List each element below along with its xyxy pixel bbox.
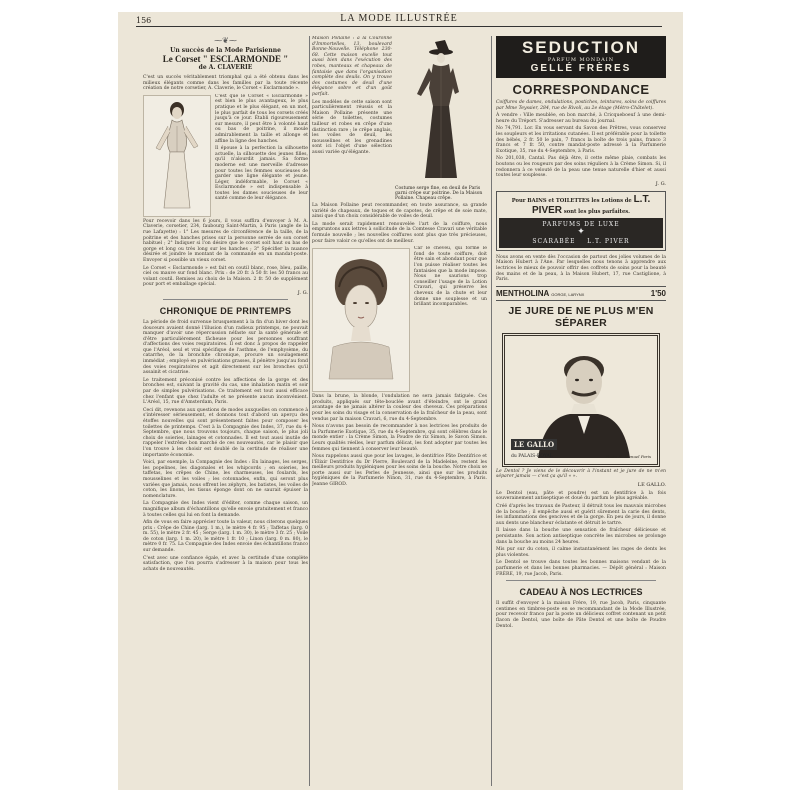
seduction-brand: GELLÉ FRÈRES [530,63,632,74]
chronique-paragraph: Afin de vous en faire apprécier toute la valeur, nous citerons quelques prix : Crêpe de Chine (larg. 1 m.), le mètre 4 fr. 95 ; Taffetas (larg. 0 m. 55), le mètre 2 fr. 45 ; Serge (larg. 1 m. 30), le mètre 3 fr. 25 ; Voile de coton (larg. 1 m. 20), le mètre 1 fr. 10 ; Linon (larg. 0 m. 80), le mètre 0 fr. 75. La Compagnie des Indes envoie des échantillons franco sur demande. [143,520,308,554]
legallo-portrait [502,333,660,467]
legallo-name: LE GALLO [511,439,557,450]
piver-scarabee: SCARABÉE [532,237,576,245]
mourning-dress-image [395,36,487,184]
maison-paragraph: Les modèles de cette saison sont particulièrement réussis et la Maison Pollaine présente une série de toilettes, costumes tailleur et robes en crêpe d'une distinction rare ; le crêpe anglais, les voiles de deuil, les mousselines et les grenadines sont ici l'objet d'une sélection aussi variée qu'élégante. [312,99,392,155]
mourning-figure [395,36,487,203]
corset-illustration [143,95,211,217]
legallo-quote-signature: LE GALLO. [637,481,666,488]
corset-title: Le Corset " ESCLARMONDE " [162,54,289,64]
dentol-paragraph: Le Dentol (eau, pâte et poudre) est un dentifrice à la fois souverainement antiseptique et doué du parfum le plus agréable. [496,490,666,502]
cadeau-title: CADEAU À NOS LECTRICES [519,587,643,598]
piver-banner-brand: L.T. PIVER [587,237,630,245]
corset-paragraph: C'est un succès véritablement triomphal qui a été obtenu dans les milieux élégants comme dans les familles par la toute récente création de notre corsetier, A. Claverie, le Corset « Esclarmonde ». [143,75,308,92]
seduction-ad [496,36,666,78]
corset-paragraph: Le Corset « Esclarmonde » est fait en coutil blanc, rose, bleu, paille, ciel ou mauve sur fond blanc. Prix : de 20 fr. à 50 fr. les 50 francs au volant coutil. Remises au choix de la Maison. 2 fr. 50 de supplément pour port et emballage spécial. [143,265,308,288]
chronique-paragraph: La Compagnie des Indes vient d'éditer, comme chaque saison, un magnifique album d'échantillons qu'elle envoie gratuitement et franco à toutes celles qui lui en font la demande. [143,501,308,518]
correspondance-title: CORRESPONDANCE [512,82,650,97]
corset-signature: J. G. [297,289,308,296]
coiffure-portrait-image [313,249,409,391]
legallo-photo-credit: Photo H. Manuel Paris [605,453,651,459]
ornament-icon: ⁓❦⁓ [214,36,237,45]
piver-banner-bottom [499,238,663,245]
maison-paragraph: Nous rappelons aussi que pour les lavages, le dentifrice Pâte Dentifrice et l'Élixir Dentifrice du Dr Pierre, Boulevard de la Madeleine, restent les meilleurs produits hygiéniques pour les soins de la bouche. Notre choix se porte aussi sur les Perles de Jeunesse, ainsi que sur les produits hygiéniques de la Parfumerie Ninon, 31, rue du 4-Septembre, à Paris. Jeanne GIROD. [312,454,487,488]
coiffure-illustration [312,248,410,392]
piver-tail-text: sont les plus parfaites. [563,208,630,215]
mentholina-ad [496,286,666,301]
maison-paragraph: Maison Pollaine : à la Couronne d'Immortelles, 13, boulevard Bonne-Nouvelle. Téléphone 230-68. Cette maison excelle tout aussi bien dans l'exécution des robes, manteaux et chapeaux de fantaisie que dans l'organisation complète des deuils. On y trouve des costumes de deuil d'une élégance sobre et d'un goût parfait. [312,36,392,97]
chronique-paragraph: Voici, par exemple, la Compagnie des Indes : En lainages, les serges, les popelines, les diagonales et les whipcords ; en soieries, les taffetas, les crêpes de Chine, les charmeuses, les foulards, les mousselines et les voiles ; les cotonnades, enfin, qui seront plus variées que jamais, nous offrent les zéphyrs, les batistes, les voiles de coton, les linons, les tissus éponge dont on ne saurait épuiser la nomenclature. [143,460,308,499]
correspondance-signature: J. G. [655,180,666,187]
page-number: 156 [136,16,152,25]
piver-headline [499,194,663,216]
maison-paragraph: La mode serait rapidement renouvelée l'art de la coiffure, nous empruntons aux lettres à sollicitude de la Comtesse Cravari une véritable formule nouvelle ; les nouvelles coiffures sont plus que très précieuses, pour faire valoir ce qu'elles ont de meilleur. [312,221,487,244]
corset-paragraph: Pour recevoir dans les 6 jours, il vous suffira d'envoyer à M. A. Claverie, corsetier, 234, faubourg Saint-Martin, à Paris (angle de la rue Lafayette) : 1° Les mesures de circonférence de la taille, de la poitrine et des hanches prises sur la personne serrée de son corset habituel ; 2° Indiquer si l'on désire que le corset soit haut ou bas de gorge et long ou très long sur les hanches ; 3° Spécifier la nuance désirée et joindre le montant de la commande en un mandat-poste. Envoyer si possible un vieux corset. [143,218,308,263]
dentol-paragraph: Il laisse dans la bouche une sensation de fraîcheur délicieuse et persistante. Son action antiseptique concrète les microbes se prolonge dans la bouche au moins 24 heures. [496,528,666,545]
column-middle [312,36,487,791]
chronique-title: CHRONIQUE DE PRINTEMPS [159,305,292,316]
maison-paragraph: Nous n'avons pas besoin de recommander à nos lectrices les produits de la Parfumerie Exotique, 35, rue du 4-Septembre, qui sont célèbres dans le monde entier : la Crème Simon, la Poudre de riz Simon, le Savon Simon. Leurs qualités réelles, leur parfum délicat, les font adopter par toutes les femmes qui tiennent à conserver leur beauté. [312,424,487,452]
correspondance-paragraph: À vendre : Ville meublée, en bon marché, à Cricqueboeuf à une demi-heure du Tréport. S'adresser au bureau du journal. [496,113,666,124]
legallo-subtitle: du PALAIS-ROYAL [511,453,553,459]
dentol-paragraph: Créé d'après les travaux de Pasteur, il détruit tous les mauvais microbes de la bouche ; il empêche aussi et guérit sûrement la carie des dents, les inflammations des gencives et de la gorge. En peu de jours, il donne aux dents une blancheur éclatante et détruit le tartre. [496,504,666,526]
mentholina-price: 1'50 [650,288,666,298]
correspondance-paragraph: No 74,791. Lor. En vous servant du Savon des Prêtres, vous conservez les soupleurs et les irritations cutanées. Il est préférable pour la toilette des bébés, 2 fr. 50 le pain, 7 francs la boîte de trois pains, franco 3 francs et 7 fr. 50, contre mandat-poste adressé à la Parfumerie Exotique, 35, rue du 4-Septembre, à Paris. [496,126,666,154]
mourning-caption: Costume serge fine, en deuil de Paris garni crêpe sur poitrine. De la Maison Pollaine. Chapeau crêpe. [395,186,483,201]
page-header [136,12,662,34]
piver-brand: L.T. PIVER [532,193,651,216]
cadeau-paragraph: Il suffit d'envoyer à la maison Frère, 19, rue Jacob, Paris, cinquante centimes en timbres-poste en se recommandant de la Mode Illustrée, pour recevoir franco par la poste un délicieux coffret contenant un petit flacon de Dentol, une boîte de Pâte Dentol et une boîte de Poudre Dentol. [496,601,666,629]
dentol-paragraph: Mis pur sur du coton, il calme instantanément les rages de dents les plus violentes. [496,547,666,558]
corset-paragraph: Il épouse à la perfection la silhouette actuelle, la silhouette des jeunes filles, qu'il n'alourdit jamais. Sa forme moderne est une merveille d'adresse pour toutes les femmes soucieuses de garder une ligne élégante et jeune. Léger, indéformable, le Corset « Esclarmonde » est indispensable à toutes les dames soucieuses de leur santé comme de leur élégance. [215,146,308,202]
dentol-paragraph: Le Dentol se trouve dans toutes les bonnes maisons vendant de la parfumerie et dans les bonnes pharmacies. — Dépôt général : Maison FRÈRE, 19, rue Jacob, Paris. [496,560,666,577]
legallo-quote: Le Dentol ? Je viens de le découvrir à l'instant et je jure de ne m'en séparer jamais — c'est ça qu'il « ». [496,468,666,480]
scarab-icon: ✦ [577,226,585,237]
piver-banner-top: PARFUMS DE LUXE [542,220,620,228]
mentholina-name: MENTHOLINA [496,288,550,298]
corset-woman-image [144,96,210,216]
chronique-paragraph: C'est avec une confiance égale, et avec la certitude d'une complète satisfaction, que l'on pourra s'adresser à la maison pour tous les achats de nouveautés. [143,555,308,572]
section-rule [163,299,288,300]
piver-banner [499,218,663,248]
piver-note: Nous avons en vente dès l'occasion de partout des jolies volumes de la Maison Hubert à l'Ane. Par lesquelles nous tenons à apprendre aux lectrices le mieux de pouvoir offrir des coffrets de soins pour la beauté des mains et de la peau, à la Maison Hubert, 17, rue Castiglione, à Paris. [496,254,666,283]
section-rule [506,580,656,581]
maison-paragraph: La Maison Pollaine peut recommander, en toute assurance, sa grande variété de chapeaux, de toques et de capotes, de crêpe et de soie mate, ainsi que d'un choix considérable de voiles de deuil. [312,203,487,220]
column-right [496,36,666,791]
corset-paragraph: C'est que le Corset « Esclarmonde » est bien le plus avantageux, le plus pratique et le plus élégant, en un mot, le plus parfait de tous les corsets créés jusqu'à ce jour. Établi rigoureusement sur mesure, il peut être à volonté haut ou bas de poitrine, il moule admirablement la taille et allonge et affine la ligne des hanches. [215,93,308,144]
corset-kicker: Un succès de la Mode Parisienne [170,47,281,54]
seduction-subtitle: PARFUM MONDAIN [547,57,615,63]
mentholina-sub: GORGE, LARYNX [551,291,585,297]
column-divider [491,36,492,786]
seduction-headline: SEDUCTION [521,38,641,57]
correspondance-paragraph: No 201,038, Cantal. Pas déjà être, il cette même plaie, combats les boutons ou les rougeurs par des soins réguliers à la Crème Simon. Si, il redonnera à ce velouté de la peau une tenue naturelle d'hier et aussi toutes leur souplesse. [496,156,666,179]
header-rule [136,26,662,27]
column-divider [309,36,310,786]
mourning-illustration [395,36,487,184]
masthead: LA MODE ILLUSTRÉE [340,13,458,24]
chronique-paragraph: La période de froid survenue brusquement à la fin d'un hiver dont les douceurs avaient donné l'illusion d'un radieux printemps, ne pouvait manquer d'avoir une répercussion néfaste sur la santé générale et d'être particulièrement fâcheuse pour les personnes souffrant d'affections des voies respiratoires. Il est donc à propos de rappeler que l'Aréol, seul et vrai spécifique de l'asthme, de l'emphysème, du catarrhe, de la bronchite chronique, procure un soulagement immédiat ; employé en pulvérisations grasses, il pénètre jusqu'au fond des voies respiratoires et agit directement sur les bronches qu'il assainit et cicatrise. [143,319,308,376]
chronique-paragraph: Ceci dit, revenons aux questions de modes auxquelles on commence à s'intéresser sérieusement, et donnons tout d'abord un aperçu des étoffes nouvelles qui sont présentement faites pour composer les toilettes de printemps. C'est à la Compagnie des Indes, 37, rue du 4-Septembre, que nous trouvons toujours, chaque saison, le plus joli choix de soieries, lainages et cotonnades. Il est tout aussi inutile de rappeler l'extrême bon marché de ces nouveautés, car le plaisir que l'on trouve à les choisir est doublé de la certitude de réaliser une importante économie. [143,407,308,458]
piver-ad [496,191,666,251]
maison-paragraph: Dans la brune, la blonde, l'ondulation ne sera jamais fatiguée. Ces produits, appliqués sur tête-bouclée avant d'éteindre, ont le grand avantage de ne jamais altérer la couleur des cheveux. Ces préparations pour les soins du visage et la conservation de la fraîcheur de la peau, sont vendus par la maison Cravari, 6, rue du 4-Septembre. [312,394,487,422]
corset-author: de A. CLAVERIE [198,64,253,71]
chronique-paragraph: Le traitement préconisé contre les affections de la gorge et des bronches est, suivant la gravité du cas, une inhalation matin et soir par de simples pulvérisations. Ce traitement est tout aussi efficace chez l'enfant que chez l'adulte et ne présente aucun inconvénient. L'Aréol, 15, rue d'Amsterdam, Paris. [143,377,308,406]
correspondance-lead: Coiffures de dames, ondulations, postiches, teintures, soins de coiffures par Mme Teyssier, 284, rue de Rivoli, au 2e étage (Métro-Châtelet). [496,100,666,111]
piver-top-text: Pour BAINS et TOILETTES les Lotions de [511,197,632,204]
legallo-headline: JE JURE DE NE PLUS M'EN SÉPARER [508,304,654,329]
maison-paragraph: Car le cheveu, qui forme le fond de toute coiffure, doit être sain et abondant pour que l'on puisse réaliser toutes les fantaisies que la mode impose. Nous ne saurions trop conseiller l'usage de la Lotion Cravari, qui préserve les cheveux de la chute et leur donne une souplesse et un brillant incomparables. [414,246,487,308]
column-left [143,36,308,791]
magazine-page [118,12,683,790]
